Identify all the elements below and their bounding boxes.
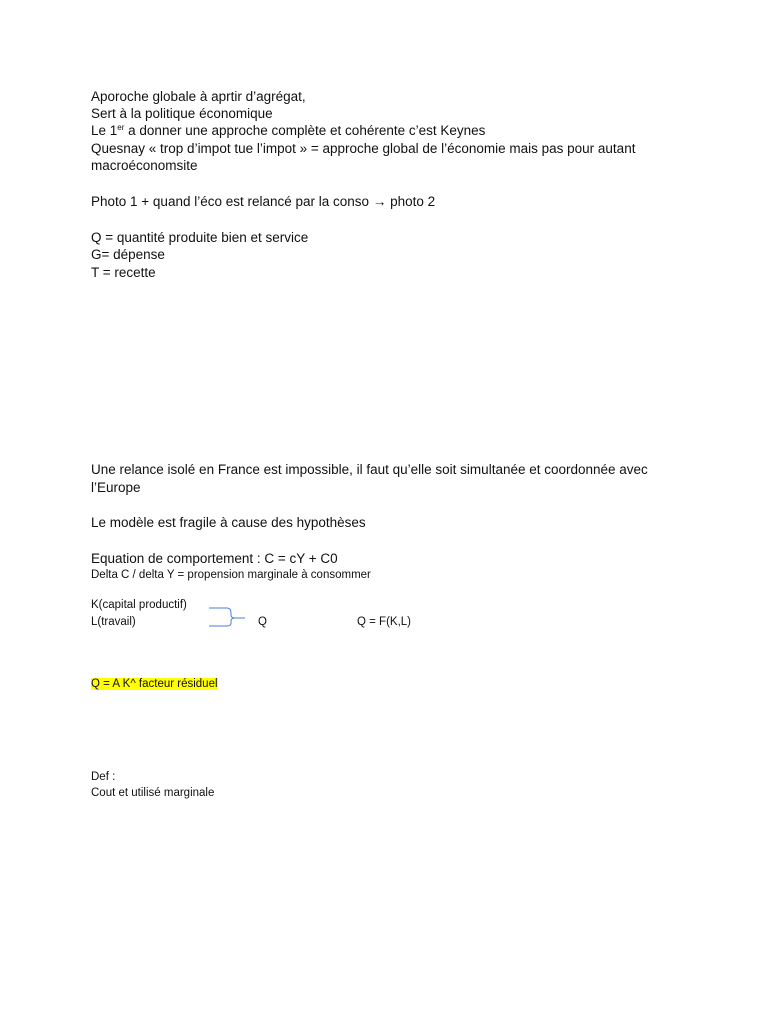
note-line-politique: Sert à la politique économique	[91, 106, 273, 121]
note-line-fragile: Le modèle est fragile à cause des hypothèses	[91, 515, 366, 530]
definition-g: G= dépense	[91, 247, 165, 262]
note-line-relance-1: Une relance isolé en France est impossible, il faut qu’elle soit simultanée et coordonnée avec	[91, 462, 648, 477]
cout-line: Cout et utilisé marginale	[91, 787, 215, 799]
k-label: K(capital productif)	[91, 599, 187, 611]
def-label: Def :	[91, 771, 116, 783]
note-line-approche: Aporoche globale à aprtir d’agrégat,	[91, 89, 306, 104]
photo-pre: Photo 1 + quand l’éco est relancé par la conso	[91, 194, 373, 209]
definition-q: Q = quantité produite bien et service	[91, 230, 309, 245]
keynes-sup: er	[117, 123, 125, 132]
note-line-macro: macroéconomsite	[91, 158, 198, 173]
highlighted-formula	[91, 677, 218, 691]
keynes-post: a donner une approche complète et cohérente c’est Keynes	[124, 123, 486, 138]
note-line-relance-2: l’Europe	[91, 480, 141, 495]
equation-line: Equation de comportement : C = cY + C0	[91, 551, 338, 566]
note-line-photo	[91, 193, 435, 210]
note-line-keynes	[91, 122, 485, 139]
definition-t: T = recette	[91, 265, 156, 280]
l-label: L(travail)	[91, 616, 136, 628]
brace-icon	[205, 604, 247, 628]
note-line-quesnay: Quesnay « trop d’impot tue l’impot » = approche global de l’économie mais pas pour autant	[91, 141, 636, 156]
photo-post: photo 2	[386, 194, 436, 209]
q-function: Q = F(K,L)	[357, 616, 411, 628]
highlighted-formula-text: Q = A K^ facteur résiduel	[91, 678, 218, 690]
arrow-right-icon: →	[372, 194, 387, 209]
keynes-pre: Le 1	[91, 123, 118, 138]
delta-line: Delta C / delta Y = propension marginale à consommer	[91, 569, 371, 581]
q-output-label: Q	[258, 616, 267, 628]
